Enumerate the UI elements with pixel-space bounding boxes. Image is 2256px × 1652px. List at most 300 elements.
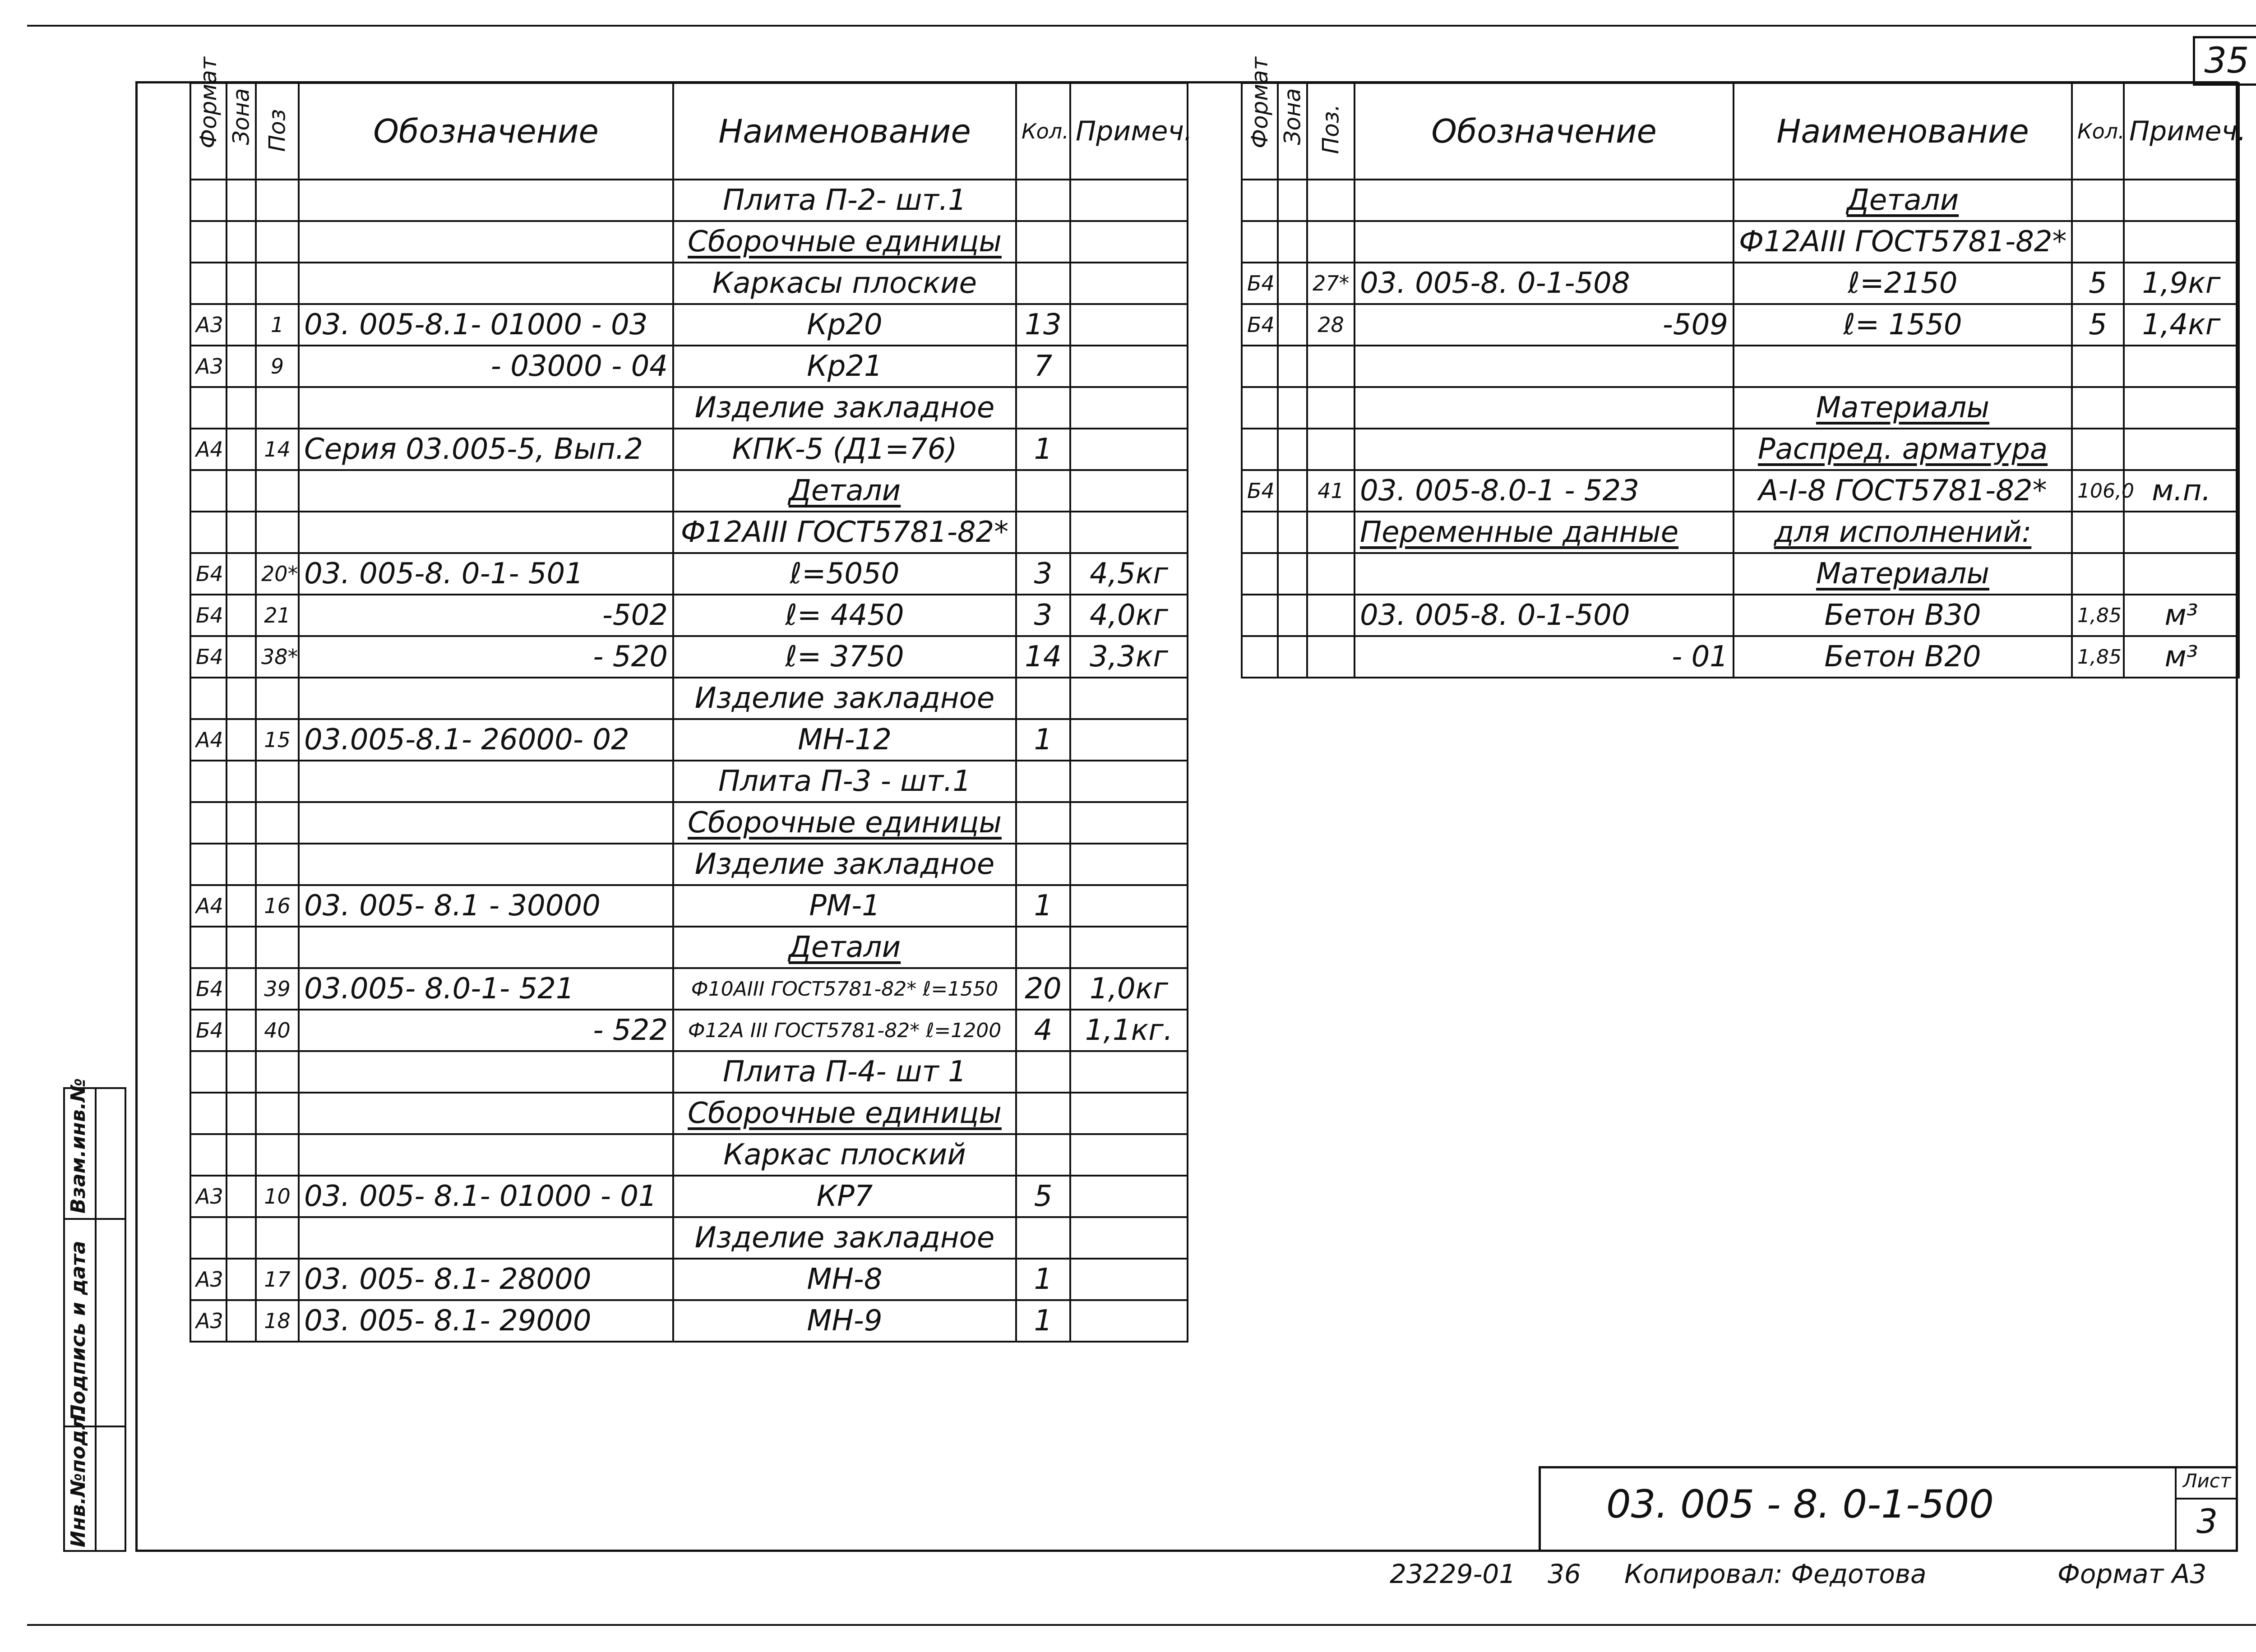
cell-zone [1278, 263, 1307, 304]
cell-position: 1 [256, 304, 299, 346]
cell-format: Б4 [190, 595, 227, 636]
cell-name: Материалы [1734, 553, 2072, 595]
cell-format [1242, 512, 1278, 553]
page-number: 35 [2204, 41, 2249, 81]
cell-note: 4,5кг [1070, 553, 1188, 595]
cell-note [1070, 180, 1188, 221]
table-row [1242, 470, 2239, 512]
cell-position: 14 [256, 429, 299, 470]
doc-code: 03. 005 - 8. 0-1-500 [1606, 1482, 1994, 1527]
cell-qty [2072, 221, 2124, 263]
cell-zone [227, 636, 256, 678]
cell-zone [227, 927, 256, 968]
paper-format: Формат А3 [2057, 1559, 2207, 1589]
cell-name: Сборочные единицы [673, 1093, 1016, 1134]
cell-note [1070, 429, 1188, 470]
cell-note [1070, 885, 1188, 927]
cell-format: А3 [190, 1300, 227, 1342]
cell-format [1242, 180, 1278, 221]
cell-position: 41 [1307, 470, 1355, 512]
cell-position: 27* [1307, 263, 1355, 304]
cell-designation: 03. 005-8. 0-1-508 [1355, 263, 1734, 304]
cell-zone [1278, 346, 1307, 387]
cell-note [2124, 221, 2239, 263]
cell-format: А4 [190, 429, 227, 470]
col-note: Примеч. [1070, 83, 1188, 180]
col-pos: Поз. [1307, 83, 1355, 180]
cell-position [256, 512, 299, 553]
cell-qty: 20 [1016, 968, 1070, 1010]
cell-name: Бетон В30 [1734, 595, 2072, 636]
cell-position [1307, 387, 1355, 429]
cell-note [2124, 346, 2239, 387]
table-row [1242, 221, 2239, 263]
table-row [190, 346, 1188, 387]
cell-designation [299, 387, 673, 429]
cell-qty: 5 [2072, 263, 2124, 304]
table-row [190, 1134, 1188, 1176]
cell-qty [2072, 180, 2124, 221]
cell-qty [2072, 512, 2124, 553]
cell-note [1070, 263, 1188, 304]
spec-table-left [190, 57, 1193, 1343]
cell-position [1307, 595, 1355, 636]
cell-name: Ф10АIII ГОСТ5781-82* ℓ=1550 [673, 968, 1016, 1010]
table-row [190, 1051, 1188, 1093]
cell-position [256, 221, 299, 263]
cell-format [190, 1217, 227, 1259]
cell-name: МН-12 [673, 719, 1016, 761]
cell-position: 39 [256, 968, 299, 1010]
cell-note: м³ [2124, 636, 2239, 678]
cell-format [190, 512, 227, 553]
cell-qty [1016, 802, 1070, 844]
cell-name: ℓ=2150 [1734, 263, 2072, 304]
table-row [190, 968, 1188, 1010]
cell-position [256, 761, 299, 802]
cell-format: А3 [190, 1176, 227, 1217]
cell-note: 1,0кг [1070, 968, 1188, 1010]
cell-name: Распред. арматура [1734, 429, 2072, 470]
cell-note [1070, 346, 1188, 387]
cell-designation [299, 678, 673, 719]
cell-qty: 13 [1016, 304, 1070, 346]
cell-note [1070, 512, 1188, 553]
cell-note [1070, 678, 1188, 719]
cell-designation [299, 1093, 673, 1134]
table-row [190, 263, 1188, 304]
cell-note [2124, 512, 2239, 553]
spec-body-right [1242, 180, 2239, 678]
cell-position [256, 678, 299, 719]
cell-designation: 03. 005-8. 0-1-500 [1355, 595, 1734, 636]
table-row [190, 221, 1188, 263]
cell-note [1070, 844, 1188, 885]
cell-name: Плита П-3 - шт.1 [673, 761, 1016, 802]
title-block-sheet-line [2175, 1498, 2238, 1500]
cell-position [256, 1051, 299, 1093]
cell-format [190, 470, 227, 512]
table-row [1242, 512, 2239, 553]
cell-designation [299, 512, 673, 553]
cell-designation: 03. 005-8.0-1 - 523 [1355, 470, 1734, 512]
col-pos: Поз [256, 83, 299, 180]
cell-name: Изделие закладное [673, 844, 1016, 885]
cell-designation: -502 [299, 595, 673, 636]
cell-format: Б4 [1242, 470, 1278, 512]
cell-designation [299, 221, 673, 263]
cell-zone [1278, 180, 1307, 221]
cell-qty: 1 [1016, 1259, 1070, 1300]
cell-format: Б4 [190, 636, 227, 678]
spec-header-right [1242, 83, 2239, 180]
cell-name: Каркас плоский [673, 1134, 1016, 1176]
cell-qty [1016, 1051, 1070, 1093]
cell-qty: 7 [1016, 346, 1070, 387]
col-zone: Зона [1278, 83, 1307, 180]
cell-position [256, 927, 299, 968]
cell-name: МН-9 [673, 1300, 1016, 1342]
cell-qty [1016, 470, 1070, 512]
cell-zone [227, 844, 256, 885]
spec-header-left [190, 83, 1188, 180]
cell-note: 1,9кг [2124, 263, 2239, 304]
table-row [190, 636, 1188, 678]
cell-format [1242, 387, 1278, 429]
cell-position [256, 844, 299, 885]
cell-qty [1016, 678, 1070, 719]
cell-position [1307, 429, 1355, 470]
table-row [190, 1217, 1188, 1259]
cell-note [1070, 1051, 1188, 1093]
cell-position [256, 180, 299, 221]
cell-format: Б4 [190, 1010, 227, 1051]
cell-note [1070, 719, 1188, 761]
cell-name: Ф12АIII ГОСТ5781-82* [673, 512, 1016, 553]
cell-designation [299, 802, 673, 844]
cell-zone [227, 1093, 256, 1134]
cell-name [1734, 346, 2072, 387]
cell-zone [1278, 553, 1307, 595]
cell-note: 1,4кг [2124, 304, 2239, 346]
cell-qty [1016, 927, 1070, 968]
cell-qty: 14 [1016, 636, 1070, 678]
cell-name: Кр20 [673, 304, 1016, 346]
cell-format [1242, 595, 1278, 636]
cell-format: А3 [190, 304, 227, 346]
cell-format [1242, 346, 1278, 387]
cell-position: 38* [256, 636, 299, 678]
cell-designation: 03. 005-8. 0-1- 501 [299, 553, 673, 595]
cell-qty [1016, 1134, 1070, 1176]
cell-zone [227, 1300, 256, 1342]
col-note: Примеч. [2124, 83, 2239, 180]
table-row [190, 512, 1188, 553]
cell-format: А4 [190, 719, 227, 761]
cell-position: 17 [256, 1259, 299, 1300]
cell-position: 16 [256, 885, 299, 927]
cell-designation: 03. 005- 8.1- 29000 [299, 1300, 673, 1342]
cell-format [190, 1051, 227, 1093]
cell-name: ℓ= 1550 [1734, 304, 2072, 346]
cell-name: Изделие закладное [673, 387, 1016, 429]
cell-note: 1,1кг. [1070, 1010, 1188, 1051]
cell-position [1307, 180, 1355, 221]
cell-designation: - 522 [299, 1010, 673, 1051]
table-row [190, 595, 1188, 636]
cell-designation [1355, 180, 1734, 221]
cell-designation: - 520 [299, 636, 673, 678]
cell-name: МН-8 [673, 1259, 1016, 1300]
cell-zone [1278, 595, 1307, 636]
cell-name: РМ-1 [673, 885, 1016, 927]
cell-zone [227, 512, 256, 553]
cell-qty [1016, 1093, 1070, 1134]
cell-zone [227, 553, 256, 595]
table-row [190, 304, 1188, 346]
cell-zone [227, 885, 256, 927]
cell-note [1070, 221, 1188, 263]
table-row [190, 844, 1188, 885]
table-row [190, 927, 1188, 968]
cell-designation: 03. 005- 8.1 - 30000 [299, 885, 673, 927]
copy-number: 36 [1548, 1559, 1581, 1589]
cell-qty [1016, 512, 1070, 553]
cell-qty: 1 [1016, 719, 1070, 761]
cell-format [190, 802, 227, 844]
cell-format: А3 [190, 346, 227, 387]
col-designation: Обозначение [299, 83, 673, 180]
col-format: Формат [1242, 83, 1278, 180]
cell-name: Детали [1734, 180, 2072, 221]
cell-zone [227, 1051, 256, 1093]
cell-zone [227, 429, 256, 470]
table-row [1242, 180, 2239, 221]
cell-zone [1278, 429, 1307, 470]
cell-format [1242, 553, 1278, 595]
cell-qty [1016, 1217, 1070, 1259]
cell-position: 20* [256, 553, 299, 595]
cell-format [190, 927, 227, 968]
cell-qty [2072, 387, 2124, 429]
col-name: Наименование [1734, 83, 2072, 180]
cell-note [1070, 1176, 1188, 1217]
cell-name: Изделие закладное [673, 678, 1016, 719]
cell-zone [227, 263, 256, 304]
cell-designation [299, 844, 673, 885]
cell-qty: 1 [1016, 429, 1070, 470]
cell-format: Б4 [190, 553, 227, 595]
table-row [190, 553, 1188, 595]
cell-qty [1016, 263, 1070, 304]
cell-name: ℓ= 3750 [673, 636, 1016, 678]
cell-qty: 3 [1016, 553, 1070, 595]
top-border [27, 25, 2256, 27]
cell-position [256, 387, 299, 429]
sheet-label: Лист [2183, 1470, 2231, 1492]
cell-note [1070, 1217, 1188, 1259]
col-designation: Обозначение [1355, 83, 1734, 180]
cell-qty: 5 [1016, 1176, 1070, 1217]
cell-designation: 03.005- 8.0-1- 521 [299, 968, 673, 1010]
cell-format [1242, 221, 1278, 263]
cell-note [1070, 761, 1188, 802]
cell-zone [227, 1010, 256, 1051]
cell-qty [1016, 844, 1070, 885]
cell-zone [227, 346, 256, 387]
table-row [1242, 636, 2239, 678]
col-qty: Кол. [1016, 83, 1070, 180]
copied-by: Копировал: Федотова [1624, 1559, 1927, 1589]
cell-designation: Серия 03.005-5, Вып.2 [299, 429, 673, 470]
col-name: Наименование [673, 83, 1016, 180]
table-row [190, 885, 1188, 927]
cell-qty [2072, 346, 2124, 387]
cell-name: ℓ=5050 [673, 553, 1016, 595]
col-format: Формат [190, 83, 227, 180]
sidebar-signature-label: Подпись и дата [67, 1241, 90, 1421]
cell-designation: -509 [1355, 304, 1734, 346]
cell-zone [227, 470, 256, 512]
cell-position [1307, 636, 1355, 678]
cell-name: для исполнений: [1734, 512, 2072, 553]
cell-name: Изделие закладное [673, 1217, 1016, 1259]
cell-zone [227, 1259, 256, 1300]
cell-note: м.п. [2124, 470, 2239, 512]
cell-note [2124, 429, 2239, 470]
table-row [190, 1093, 1188, 1134]
sidebar-replace-label: Взам.инв.№ [67, 1078, 90, 1214]
cell-note [1070, 802, 1188, 844]
spec-body-left [190, 180, 1188, 1342]
cell-format: Б4 [190, 968, 227, 1010]
cell-qty [1016, 221, 1070, 263]
cell-zone [227, 595, 256, 636]
cell-name: КР7 [673, 1176, 1016, 1217]
cell-zone [1278, 512, 1307, 553]
cell-designation [299, 761, 673, 802]
cell-format [1242, 429, 1278, 470]
table-row [1242, 346, 2239, 387]
table-row [190, 678, 1188, 719]
cell-zone [227, 678, 256, 719]
table-row [190, 1300, 1188, 1342]
cell-designation [1355, 221, 1734, 263]
cell-name: Ф12АIII ГОСТ5781-82* [1734, 221, 2072, 263]
cell-format [190, 180, 227, 221]
cell-note [1070, 304, 1188, 346]
cell-qty: 5 [2072, 304, 2124, 346]
cell-position [256, 470, 299, 512]
cell-name: Детали [673, 927, 1016, 968]
table-row [190, 1176, 1188, 1217]
cell-position [256, 263, 299, 304]
cell-position [1307, 221, 1355, 263]
cell-name: Плита П-4- шт 1 [673, 1051, 1016, 1093]
table-row [190, 719, 1188, 761]
cell-name: ℓ= 4450 [673, 595, 1016, 636]
cell-position: 40 [256, 1010, 299, 1051]
cell-position [256, 1093, 299, 1134]
cell-format: Б4 [1242, 263, 1278, 304]
cell-zone [1278, 221, 1307, 263]
cell-position: 9 [256, 346, 299, 387]
cell-format [190, 678, 227, 719]
table-row [1242, 387, 2239, 429]
table-row [1242, 429, 2239, 470]
cell-qty: 1,85 [2072, 636, 2124, 678]
cell-name: Сборочные единицы [673, 802, 1016, 844]
cell-zone [227, 761, 256, 802]
sidebar-divider [95, 1087, 97, 1552]
cell-position [1307, 512, 1355, 553]
cell-zone [1278, 636, 1307, 678]
cell-position [1307, 553, 1355, 595]
cell-format [190, 1134, 227, 1176]
cell-name: Каркасы плоские [673, 263, 1016, 304]
cell-note: 4,0кг [1070, 595, 1188, 636]
table-row [190, 470, 1188, 512]
table-row [190, 429, 1188, 470]
cell-zone [227, 1176, 256, 1217]
cell-note [1070, 1300, 1188, 1342]
cell-note [1070, 1134, 1188, 1176]
cell-note [2124, 387, 2239, 429]
cell-qty [2072, 553, 2124, 595]
cell-format [190, 1093, 227, 1134]
cell-name: КПК-5 (Д1=76) [673, 429, 1016, 470]
table-row [1242, 595, 2239, 636]
cell-name: Детали [673, 470, 1016, 512]
cell-position: 10 [256, 1176, 299, 1217]
cell-zone [227, 802, 256, 844]
cell-zone [227, 1217, 256, 1259]
table-row [190, 761, 1188, 802]
table-row [190, 180, 1188, 221]
page-number-box [2193, 36, 2256, 86]
cell-qty: 4 [1016, 1010, 1070, 1051]
cell-note [2124, 553, 2239, 595]
cell-note [1070, 1259, 1188, 1300]
cell-qty [1016, 761, 1070, 802]
cell-position: 18 [256, 1300, 299, 1342]
cell-format [190, 387, 227, 429]
cell-designation [299, 927, 673, 968]
cell-qty: 106,0 [2072, 470, 2124, 512]
cell-position: 21 [256, 595, 299, 636]
sheet-number: 3 [2196, 1502, 2218, 1541]
cell-qty: 1,85 [2072, 595, 2124, 636]
cell-position [256, 802, 299, 844]
cell-designation: - 01 [1355, 636, 1734, 678]
cell-format: Б4 [1242, 304, 1278, 346]
cell-format [190, 761, 227, 802]
cell-name: Сборочные единицы [673, 221, 1016, 263]
cell-zone [227, 221, 256, 263]
cell-note: м³ [2124, 595, 2239, 636]
cell-designation [299, 263, 673, 304]
cell-designation: 03. 005- 8.1- 01000 - 01 [299, 1176, 673, 1217]
cell-designation [1355, 429, 1734, 470]
cell-designation [299, 1134, 673, 1176]
table-row [1242, 304, 2239, 346]
cell-qty: 1 [1016, 885, 1070, 927]
cell-format [190, 263, 227, 304]
table-row [1242, 553, 2239, 595]
table-row [190, 1259, 1188, 1300]
cell-designation [1355, 346, 1734, 387]
cell-note: 3,3кг [1070, 636, 1188, 678]
